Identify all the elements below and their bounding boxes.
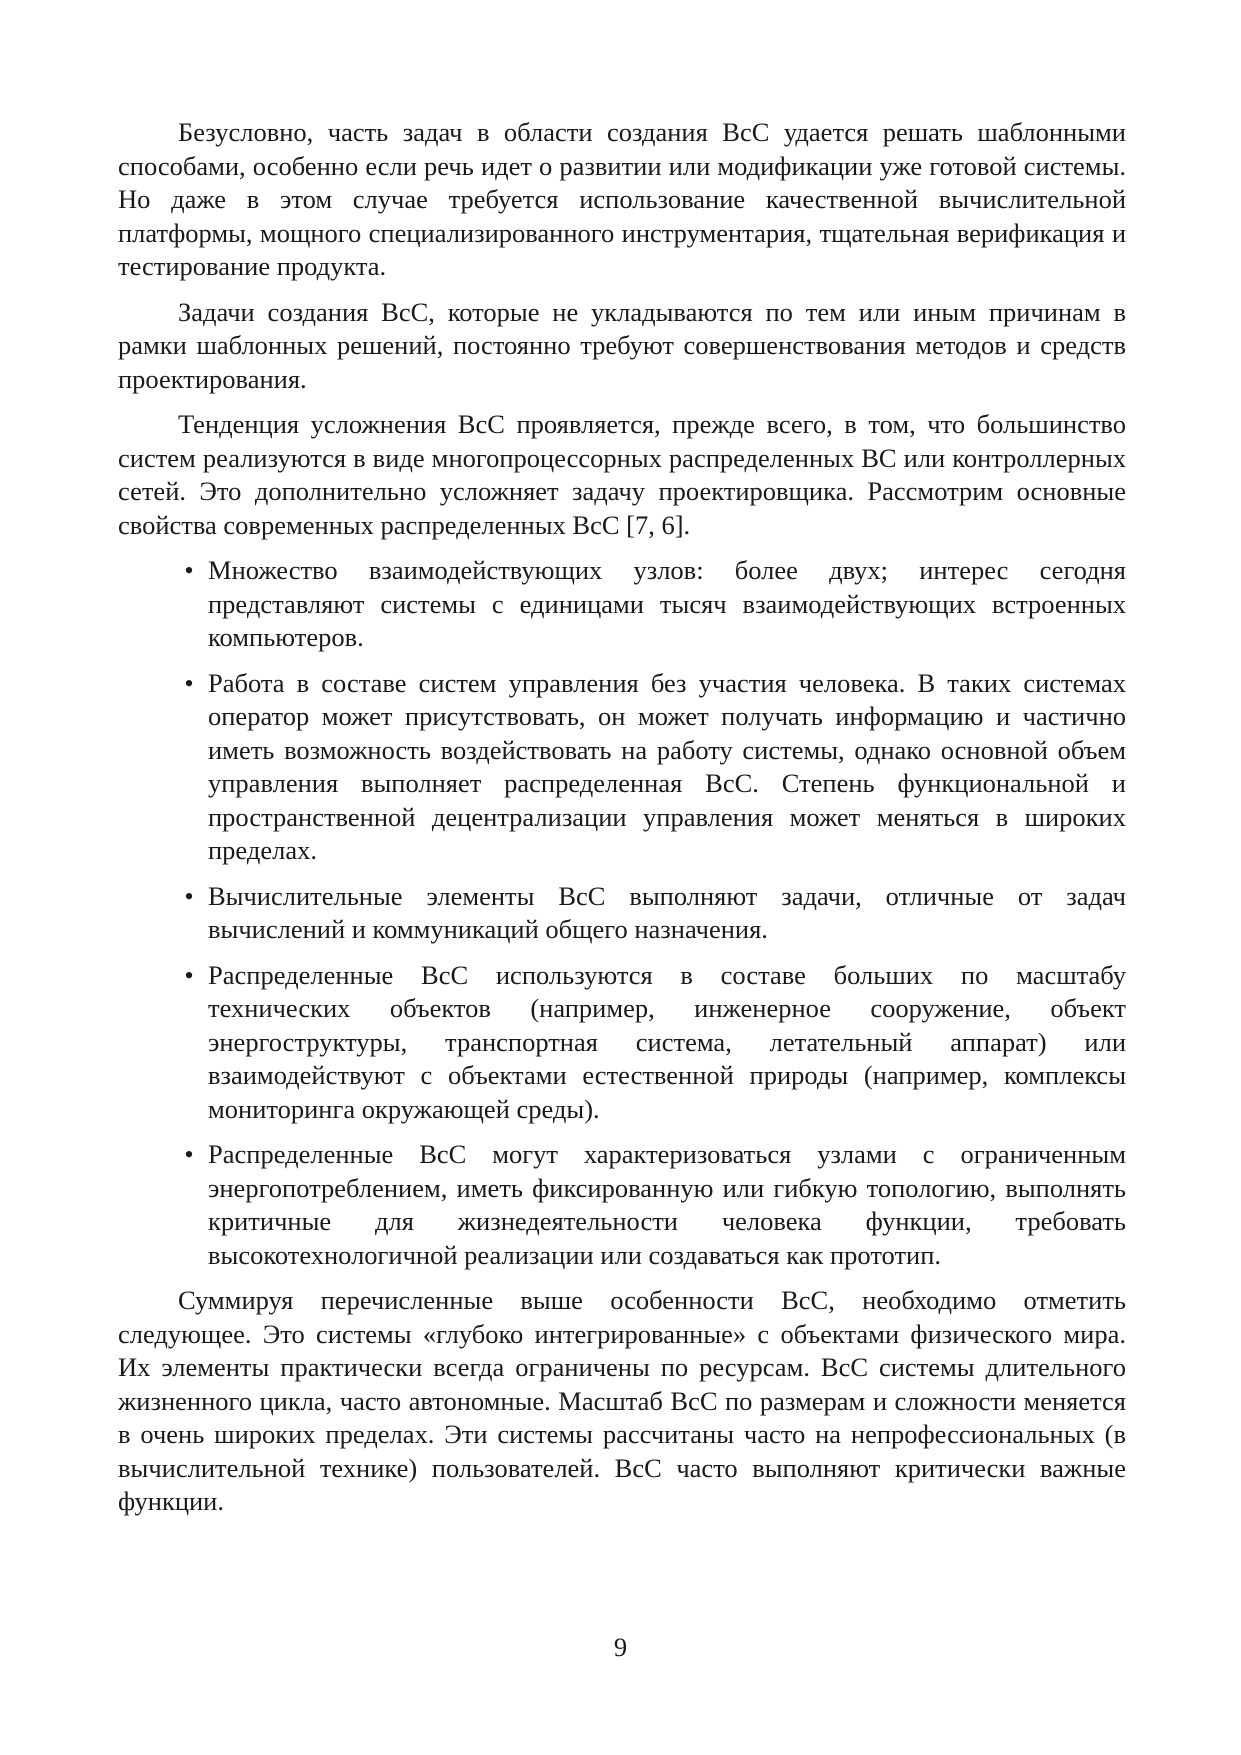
page-number: 9 <box>613 1632 628 1662</box>
bullet-icon: • <box>184 880 194 911</box>
list-item <box>118 667 1126 868</box>
list-item-text: Вычислительные элементы ВсС выполняют задачи, отличные от задач вычислений и коммуникаций общего назначения. <box>208 880 1126 944</box>
bullet-icon: • <box>184 959 194 990</box>
list-item-text: Распределенные ВсС используются в составе больших по масштабу технических объектов (например, инженерное сооружение, объект энергоструктуры, транспортная система, летательный аппарат) или взаимодействуют с объектами естественной природы (например, комплексы мониторинга окружающей среды). <box>208 959 1126 1124</box>
bullet-icon: • <box>184 667 194 698</box>
list-item <box>118 554 1126 655</box>
closing-paragraph: Суммируя перечисленные выше особенности ВсС, необходимо отметить следующее. Это системы «глубоко интегрированные» с объектами физического мира. Их элементы практически всегда ограничены по ресурсам. ВсС системы длительного жизненного цикла, часто автономные. Масштаб ВсС по размерам и сложности меняется в очень широких пределах. Эти системы рассчитаны часто на непрофессиональных (в вычислительной технике) пользователей. ВсС часто выполняют критически важные функции. <box>118 1285 1126 1516</box>
bullet-icon: • <box>184 1139 194 1169</box>
intro-paragraph: Тенденция усложнения ВсС проявляется, прежде всего, в том, что большинство систем реализуются в виде многопроцессорных распределенных ВС или контроллерных сетей. Это дополнительно усложняет задачу проектировщика. Рассмотрим основные свойства современных распределенных ВсС [7, 6]. <box>118 409 1126 540</box>
list-item <box>118 959 1126 1127</box>
bullet-icon: • <box>184 555 194 585</box>
list-item <box>118 880 1126 947</box>
document-page <box>118 116 1126 1531</box>
intro-paragraph: Безусловно, часть задач в области создания ВсС удается решать шаблонными способами, особенно если речь идет о развитии или модификации уже готовой системы. Но даже в этом случае требуется использование качественной вычислительной платформы, мощного специализированного инструментария, тщательная верификация и тестирование продукта. <box>118 117 1126 281</box>
list-item <box>118 1138 1126 1272</box>
list-item-text: Работа в составе систем управления без участия человека. В таких системах оператор может присутствовать, он может получать информацию и частично иметь возможность воздействовать на работу системы, однако основной объем управления выполняет распределенная ВсС. Степень функциональной и пространственной децентрализации управления может меняться в широких пределах. <box>208 667 1126 865</box>
properties-list <box>118 554 1126 1272</box>
list-item-text: Множество взаимодействующих узлов: более двух; интерес сегодня представляют системы с единицами тысяч взаимодействующих встроенных компьютеров. <box>208 555 1126 652</box>
list-item-text: Распределенные ВсС могут характеризоваться узлами с ограниченным энергопотреблением, иметь фиксированную или гибкую топологию, выполнять критичные для жизнедеятельности человека функции, требовать высокотехнологичной реализации или создаваться как прототип. <box>208 1139 1126 1270</box>
intro-paragraph: Задачи создания ВсС, которые не укладываются по тем или иным причинам в рамки шаблонных решений, постоянно требуют совершенствования методов и средств проектирования. <box>118 296 1126 394</box>
